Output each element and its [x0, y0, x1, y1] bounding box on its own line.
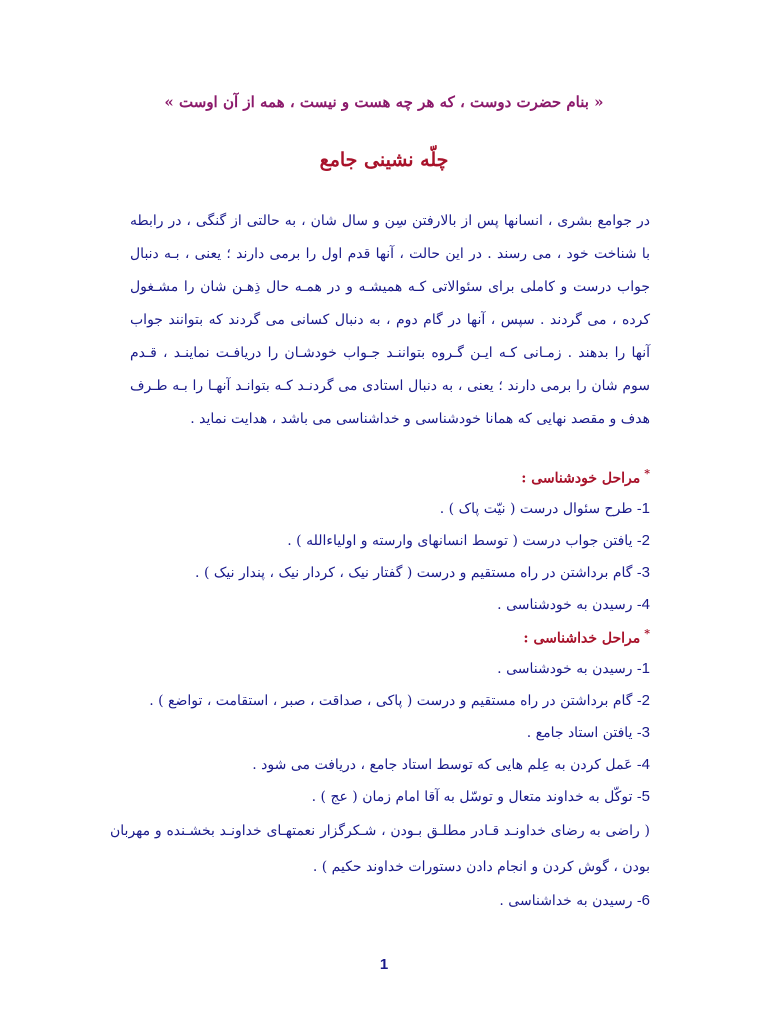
- page-number: 1: [379, 956, 389, 973]
- item-text: - طرح سئوال درست ( نیّت پاک ) .: [439, 500, 642, 517]
- god-knowledge-heading: [110, 620, 650, 653]
- list-item: [110, 589, 650, 621]
- item-text: - گام برداشتن در راه مستقیم و درست ( پاکی ، صداقت ، صبر ، استقامت ، تواضع ) .: [149, 692, 642, 709]
- list-item: [110, 781, 650, 813]
- item-number: 1: [641, 659, 650, 677]
- item-text: - رسیدن به خودشناسی .: [497, 596, 642, 613]
- item-text: - رسیدن به خداشناسی .: [499, 892, 642, 909]
- invocation-line: « بنام حضرت دوست ، که هر چه هست و نیست ، همه از آن اوست »: [164, 93, 604, 111]
- item-number: 6: [641, 891, 650, 909]
- self-knowledge-heading: [110, 460, 650, 493]
- list-item: [110, 525, 650, 557]
- list-item: [110, 749, 650, 781]
- item-number: 4: [641, 595, 650, 613]
- list-item: [110, 493, 650, 525]
- item-text: - عَمل کردن به عِلم هایی که توسط استاد جامع ، دریافت می شود .: [252, 756, 642, 773]
- item-text: - یافتن جواب درست ( توسط انسانهای وارسته و اولیاءالله ) .: [287, 532, 642, 549]
- item-number: 2: [641, 691, 650, 709]
- item-text: - توکّل به خداوند متعال و توسّل به آقا امام زمان ( عج ) .: [311, 788, 642, 805]
- item-number: 2: [641, 531, 650, 549]
- self-knowledge-section: [110, 460, 650, 621]
- page-title: چلّه نشینی جامع: [319, 149, 449, 171]
- asterisk-icon: *: [644, 467, 650, 480]
- item-text: - گام برداشتن در راه مستقیم و درست ( گفتار نیک ، کردار نیک ، پندار نیک ) .: [195, 564, 642, 581]
- item-text: - یافتن استاد جامع .: [526, 724, 642, 741]
- god-knowledge-section: [110, 620, 650, 917]
- list-item: [110, 653, 650, 685]
- item-number: 5: [641, 787, 650, 805]
- heading-text: مراحل خودشناسی :: [521, 470, 641, 487]
- item-number: 3: [641, 723, 650, 741]
- list-item: [110, 885, 650, 917]
- list-item: [110, 685, 650, 717]
- list-item: [110, 717, 650, 749]
- item-text: - رسیدن به خودشناسی .: [497, 660, 642, 677]
- item-number: 1: [641, 499, 650, 517]
- item-number: 3: [641, 563, 650, 581]
- asterisk-icon: *: [644, 627, 650, 640]
- intro-paragraph: در جوامع بشری ، انسانها پس از بالارفتن سِن و سال شان ، به حالتی از گنگی ، در رابطه با شناخت خود ، می رسند . در این حالت ، آنها قدم اول را برمی دارند ؛ یعنی ، بـه دنبال جواب درست و کاملی برای سئوالاتی کـه همیشـه و در همـه حال ذِهـن شان را مشـغول کرده ، می گردند . سپس ، آنها در گام دوم ، به دنبال کسانی می گردند که بتوانند جواب آنها را بدهند . زمـانی کـه ایـن گـروه بتواننـد جـواب خودشـان را دریافـت نماینـد ، قـدم سوم شان را برمی دارند ؛ یعنی ، به دنبال استادی می گردنـد کـه بتوانـد آنهـا را بـه طـرف هدف و مقصد نهایی که همانا خودشناسی و خداشناسی می باشد ، هدایت نماید .: [130, 213, 650, 427]
- heading-text: مراحل خداشناسی :: [523, 630, 641, 647]
- item-number: 4: [641, 755, 650, 773]
- list-item: [110, 557, 650, 589]
- item-note: ( راضی به رضای خداونـد قـادر مطلـق بـودن ، شـکرگزار نعمتهـای خداونـد بخشـنده و مهربان بودن ، گوش کردن و انجام دادن دستورات خداوند حکیم ) .: [110, 822, 650, 875]
